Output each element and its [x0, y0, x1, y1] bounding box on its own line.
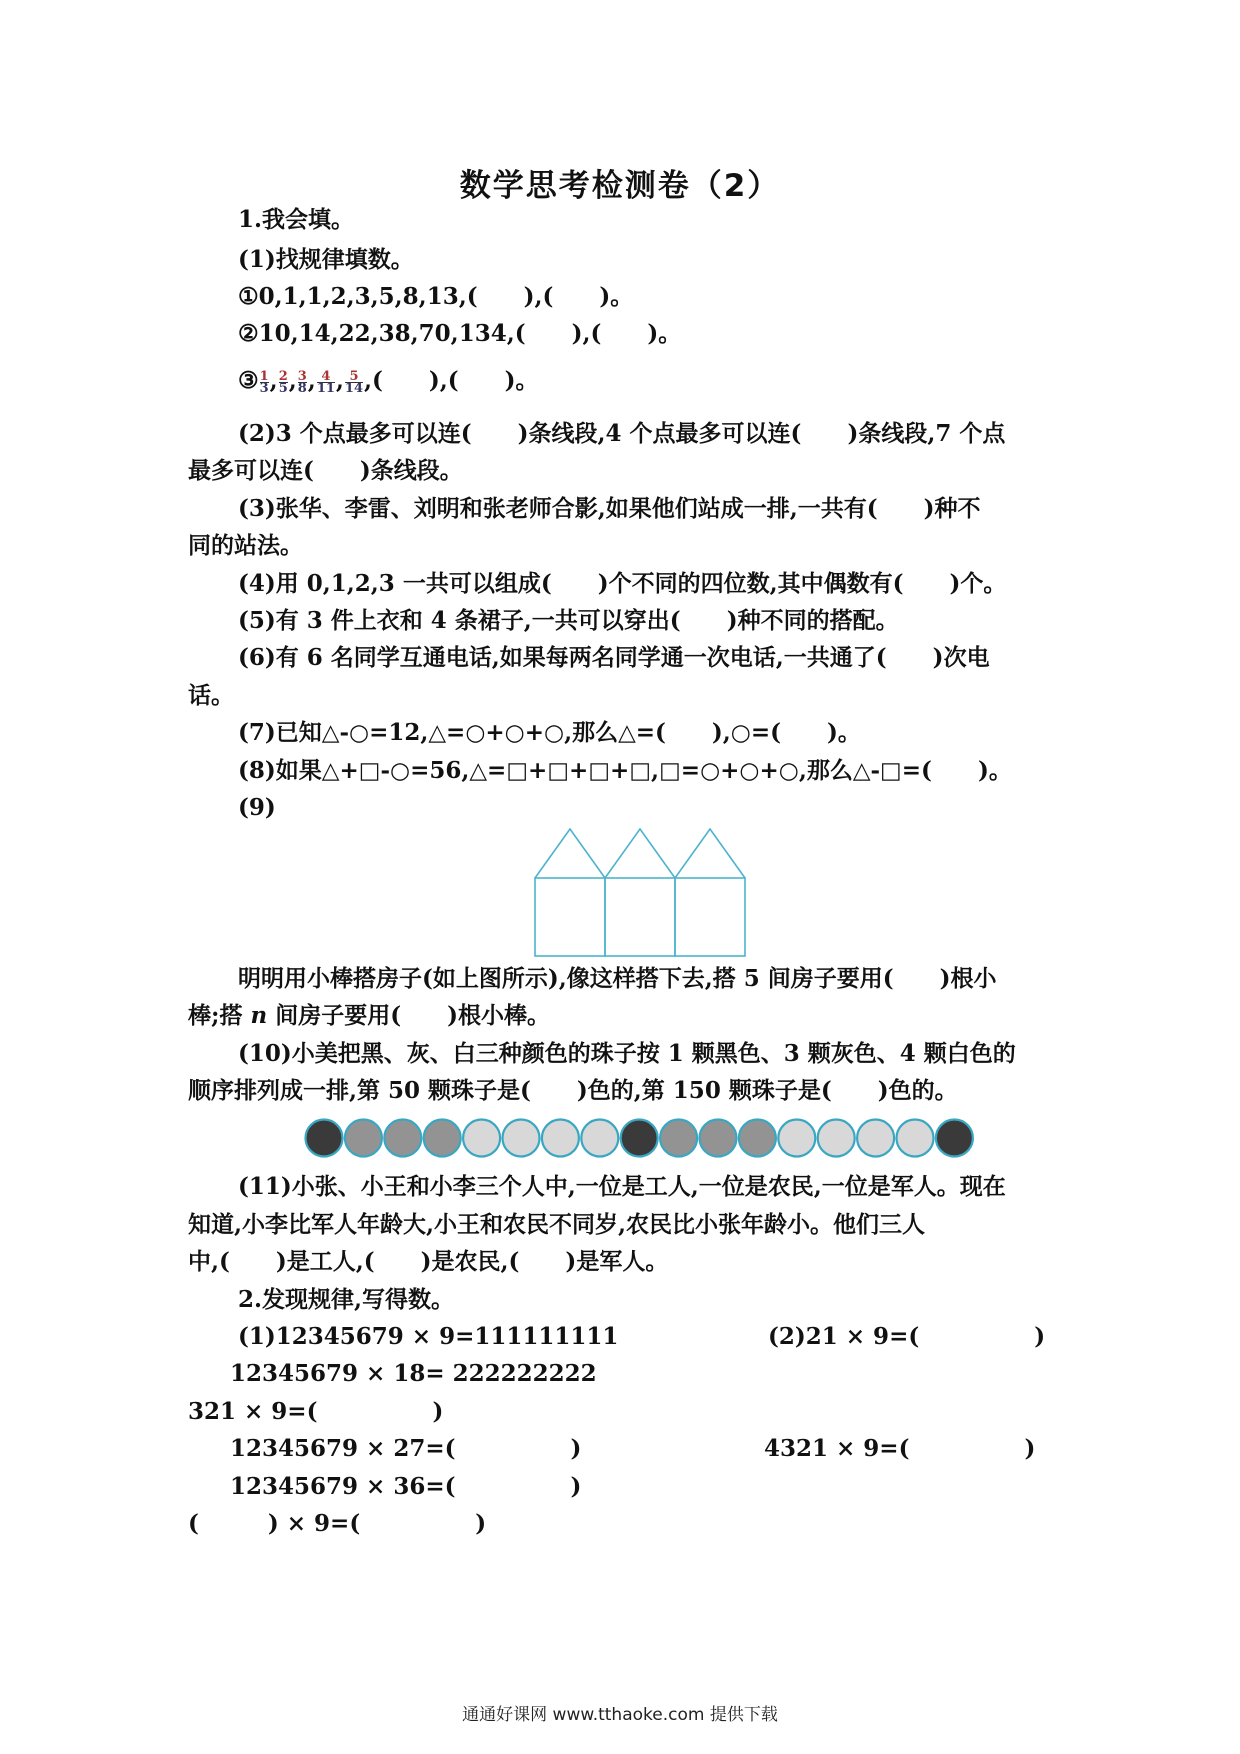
question-11-line3: 中,( )是工人,( )是农民,( )是军人。	[188, 1248, 669, 1275]
question-9-line2a: 棒;搭	[188, 1002, 251, 1029]
variable-n: n	[250, 1002, 268, 1029]
question-10-line2: 顺序排列成一排,第 50 颗珠子是( )色的,第 150 颗珠子是( )色的。	[188, 1077, 958, 1104]
question-6-line1: (6)有 6 名同学互通电话,如果每两名同学通一次电话,一共通了( )次电	[238, 644, 990, 671]
fraction-2-den: 5	[278, 380, 288, 396]
bead-white	[581, 1120, 618, 1157]
fraction-3-den: 8	[297, 380, 307, 396]
bead-gray	[345, 1120, 382, 1157]
bead-white	[857, 1120, 894, 1157]
question-11-line1: (11)小张、小王和小李三个人中,一位是工人,一位是农民,一位是军人。现在	[238, 1173, 1006, 1200]
question-2-line1: (2)3 个点最多可以连( )条线段,4 个点最多可以连( )条线段,7 个点	[238, 420, 1006, 447]
question-3-line1: (3)张华、李雷、刘明和张老师合影,如果他们站成一排,一共有( )种不	[238, 495, 981, 522]
question-4: (4)用 0,1,2,3 一共可以组成( )个不同的四位数,其中偶数有( )个。	[238, 570, 1007, 597]
bead-gray	[384, 1120, 421, 1157]
fraction-5	[344, 368, 364, 396]
pattern-1c: 12345679 × 27=( )	[230, 1435, 582, 1462]
pattern-1b: 12345679 × 18= 222222222	[230, 1360, 597, 1387]
section-2-heading: 2.发现规律,写得数。	[238, 1286, 455, 1313]
question-1c-prefix: ③	[238, 367, 259, 394]
bead-gray	[424, 1120, 461, 1157]
fraction-3-num: 3	[297, 368, 307, 384]
fraction-2	[278, 368, 288, 396]
house-3-roof	[675, 829, 745, 878]
house-1-roof	[535, 829, 605, 878]
bead-white	[463, 1120, 500, 1157]
fraction-1-num: 1	[259, 368, 269, 384]
question-8: (8)如果△+□-○=56,△=□+□+□+□,□=○+○+○,那么△-□=( )。	[238, 757, 1012, 784]
bead-black	[936, 1120, 973, 1157]
fraction-5-num: 5	[345, 371, 363, 383]
bead-white	[897, 1120, 934, 1157]
bead-white	[818, 1120, 855, 1157]
fraction-1-den: 3	[259, 380, 269, 396]
bead-gray	[739, 1120, 776, 1157]
section-1-heading: 1.我会填。	[238, 206, 355, 233]
house-2-body	[605, 878, 675, 956]
question-9-line1: 明明用小棒搭房子(如上图所示),像这样搭下去,搭 5 间房子要用( )根小	[238, 965, 997, 992]
question-2-line2: 最多可以连( )条线段。	[188, 457, 463, 484]
question-1: (1)找规律填数。	[238, 246, 414, 273]
question-11-line2: 知道,小李比军人年龄大,小王和农民不同岁,农民比小张年龄小。他们三人	[188, 1211, 926, 1238]
question-5: (5)有 3 件上衣和 4 条裙子,一共可以穿出( )种不同的搭配。	[238, 607, 899, 634]
question-7: (7)已知△-○=12,△=○+○+○,那么△=( ),○=( )。	[238, 719, 861, 746]
bead-white	[503, 1120, 540, 1157]
pattern-2d: ( ) × 9=( )	[188, 1510, 487, 1537]
bead-white	[542, 1120, 579, 1157]
question-6-line2: 话。	[188, 682, 234, 709]
pattern-1a: (1)12345679 × 9=111111111	[238, 1323, 619, 1350]
fraction-4	[316, 368, 335, 396]
bead-black	[306, 1120, 343, 1157]
question-9-line2b: 间房子要用( )根小棒。	[267, 1002, 551, 1029]
question-9-label: (9)	[238, 794, 276, 821]
fraction-4-num: 4	[317, 371, 335, 383]
house-2-roof	[605, 829, 675, 878]
bead-white	[778, 1120, 815, 1157]
pattern-2a: (2)21 × 9=( )	[768, 1323, 1046, 1350]
stick-houses-figure	[534, 826, 750, 958]
footer-source: 通通好课网 www.tthaoke.com 提供下载	[462, 1705, 778, 1725]
page-title: 数学思考检测卷（2）	[459, 168, 781, 204]
pattern-1d: 12345679 × 36=( )	[230, 1473, 582, 1500]
question-3-line2: 同的站法。	[188, 532, 303, 559]
fraction-3	[297, 368, 307, 396]
question-1c-suffix: ,( ),( )。	[364, 367, 539, 394]
bead-row-figure	[302, 1116, 982, 1160]
bead-gray	[700, 1120, 737, 1157]
bead-black	[621, 1120, 658, 1157]
question-1a: ①0,1,1,2,3,5,8,13,( ),( )。	[238, 283, 634, 310]
fraction-4-den: 11	[316, 380, 335, 396]
house-1-body	[535, 878, 605, 956]
pattern-2c: 4321 × 9=( )	[764, 1435, 1036, 1462]
bead-gray	[660, 1120, 697, 1157]
fraction-5-den: 14	[344, 380, 364, 396]
pattern-2b: 321 × 9=( )	[188, 1398, 444, 1425]
fraction-1	[259, 368, 269, 396]
question-10-line1: (10)小美把黑、灰、白三种颜色的珠子按 1 颗黑色、3 颗灰色、4 颗白色的	[238, 1040, 1016, 1067]
question-1b: ②10,14,22,38,70,134,( ),( )。	[238, 320, 682, 347]
house-3-body	[675, 878, 745, 956]
question-9-line2	[188, 1001, 550, 1031]
fraction-2-num: 2	[278, 368, 288, 384]
question-1c: ③ $\frac{1}{3}$ , $\frac{2}{5}$ , $\frac{3}{8}$ , $\frac{4}{11}$ , $\frac{5}{14}$ ,( ),( )。	[238, 367, 539, 396]
